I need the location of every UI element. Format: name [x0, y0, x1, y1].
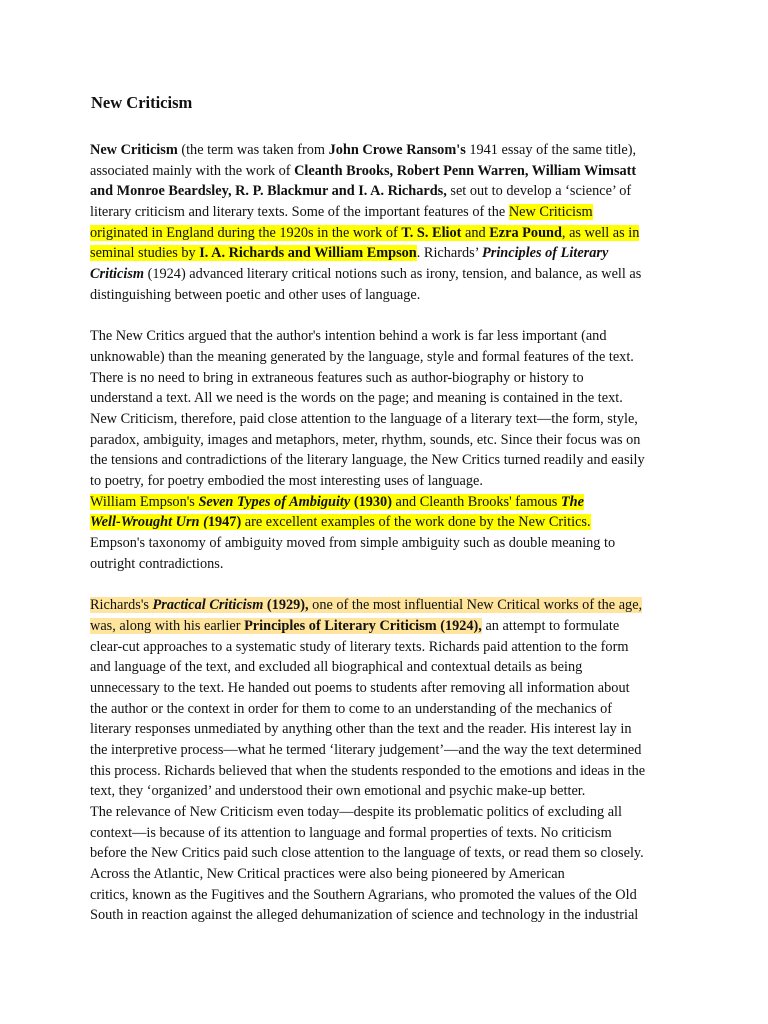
text-line: The relevance of New Criticism even today—despite its problematic politics of excluding all: [90, 804, 623, 820]
text-line: unknowable) than the meaning generated by the language, style and formal features of the text.: [90, 348, 634, 365]
text-run: literary criticism and literary texts. Some of the important features of the: [90, 204, 509, 221]
names-richards-empson: I. A. Richards and William Empson: [199, 245, 417, 262]
book-title: Seven Types of Ambiguity: [198, 493, 351, 510]
text-line: [90, 492, 690, 513]
text-run: was, along with his earlier: [90, 617, 245, 634]
year: 1947): [207, 514, 242, 531]
text-line: critics, known as the Fugitives and the Southern Agrarians, who promoted the values of the Old: [90, 886, 637, 903]
text-run: William Empson's: [90, 493, 199, 510]
text-line: context—is because of its attention to language and formal properties of texts. No criticism: [90, 824, 612, 841]
text-run: distinguishing between poetic and other uses of language.: [90, 286, 421, 303]
text-line: paradox, ambiguity, images and metaphors, meter, rhythm, sounds, etc. Since their focus was on: [90, 431, 641, 448]
name-eliot: T. S. Eliot: [401, 224, 462, 241]
text-run: seminal studies by: [90, 245, 200, 262]
text-run: originated in England during the 1920s in the work of: [90, 224, 402, 241]
text-line: unnecessary to the text. He handed out poems to students after removing all information about: [90, 679, 630, 696]
text-run: one of the most influential New Critical works of the age,: [308, 597, 643, 614]
highlight-yellow: [90, 494, 584, 510]
text-line: [90, 512, 690, 533]
text-line: [90, 181, 690, 202]
text-line: Empson's taxonomy of ambiguity moved from simple ambiguity such as double meaning to: [90, 535, 616, 552]
text-line: [90, 243, 690, 264]
text-run: set out to develop a ‘science’ of: [446, 183, 632, 200]
text-run: . Richards’: [416, 245, 483, 262]
book-title: Principles of Literary Criticism (1924),: [244, 617, 482, 634]
highlight-yellow: [90, 245, 417, 261]
text-line: outright contradictions.: [90, 555, 224, 572]
text-line: [90, 616, 690, 637]
text-run: and: [461, 224, 490, 241]
book-title: Principles of Literary: [482, 245, 609, 262]
highlight-orange: [90, 597, 642, 613]
highlight-yellow: New Criticism: [508, 204, 593, 221]
book-title: Criticism: [90, 266, 145, 283]
text-run: (1924) advanced literary critical notions such as irony, tension, and balance, as well as: [144, 266, 642, 283]
paragraph-2: [90, 326, 690, 492]
text-line: [90, 264, 690, 285]
text-run: associated mainly with the work of: [90, 162, 295, 179]
text-line: The New Critics argued that the author's intention behind a work is far less important (and: [90, 328, 607, 345]
text-line: [90, 595, 690, 616]
document-body: [90, 140, 690, 926]
book-title: Well-Wrought Urn (: [90, 514, 208, 531]
text-line: [90, 140, 690, 161]
highlight-yellow: [90, 514, 591, 530]
highlight-orange: [90, 618, 482, 634]
year: (1930): [350, 493, 392, 510]
name-pound: Ezra Pound: [489, 224, 562, 241]
text-line: the interpretive process—what he termed ‘literary judgement’—and the way the text determined: [90, 741, 642, 758]
name-ransom: John Crowe Ransom's: [328, 142, 466, 158]
page-title: New Criticism: [91, 93, 193, 112]
text-line: understand a text. All we need is the words on the page; and meaning is contained in the text.: [90, 390, 623, 407]
paragraph-4: [90, 595, 690, 802]
text-line: There is no need to bring in extraneous features such as author-biography or history to: [90, 369, 584, 386]
text-run: , as well as in: [561, 224, 640, 241]
names-critics: and Monroe Beardsley, R. P. Blackmur and I. A. Richards,: [90, 183, 447, 200]
paragraph-5: [90, 802, 690, 926]
text-run: are excellent examples of the work done by the New Critics.: [241, 514, 591, 531]
text-line: this process. Richards believed that when the students responded to the emotions and ideas in the: [90, 762, 646, 779]
book-title: Practical Criticism: [152, 597, 264, 614]
term-new-criticism: New Criticism: [90, 142, 178, 158]
names-critics: Cleanth Brooks, Robert Penn Warren, William Wimsatt: [294, 162, 637, 179]
text-run: Richards's: [90, 597, 153, 614]
text-line: and language of the text, and excluded all biographical and contextual details as being: [90, 659, 583, 676]
text-run: and Cleanth Brooks' famous: [391, 493, 561, 510]
text-run: 1941 essay of the same title),: [465, 142, 637, 158]
text-line: before the New Critics paid such close attention to the language of texts, or read them so closely.: [90, 845, 644, 862]
text-line: [90, 285, 690, 306]
text-line: New Criticism, therefore, paid close attention to the language of a literary text—the form, style,: [90, 410, 638, 427]
text-line: the tensions and contradictions of the literary language, the New Critics turned readily and easily: [90, 452, 645, 469]
text-line: the author or the context in order for them to come to an understanding of the mechanics of: [90, 700, 613, 717]
year: (1929),: [263, 597, 309, 614]
text-line: text, they ‘organized’ and understood their own emotional and psychic make-up better.: [90, 783, 586, 800]
text-line: clear-cut approaches to a systematic study of literary texts. Richards paid attention to the form: [90, 638, 629, 655]
text-line: [90, 223, 690, 244]
text-line: South in reaction against the alleged dehumanization of science and technology in the industrial: [90, 907, 639, 924]
text-line: literary responses unmediated by anything other than the text and the reader. His interest lay in: [90, 721, 632, 738]
text-run: an attempt to formulate: [481, 617, 620, 634]
text-line: Across the Atlantic, New Critical practices were also being pioneered by American: [90, 866, 565, 883]
text-run: (the term was taken from: [177, 142, 329, 158]
book-title: The: [560, 493, 584, 510]
text-line: to poetry, for poetry embodied the most interesting uses of language.: [90, 473, 483, 489]
text-line: [90, 202, 690, 223]
text-line: [90, 161, 690, 182]
paragraph-3: [90, 492, 690, 575]
paragraph-1: [90, 140, 690, 306]
highlight-yellow: [90, 225, 639, 241]
